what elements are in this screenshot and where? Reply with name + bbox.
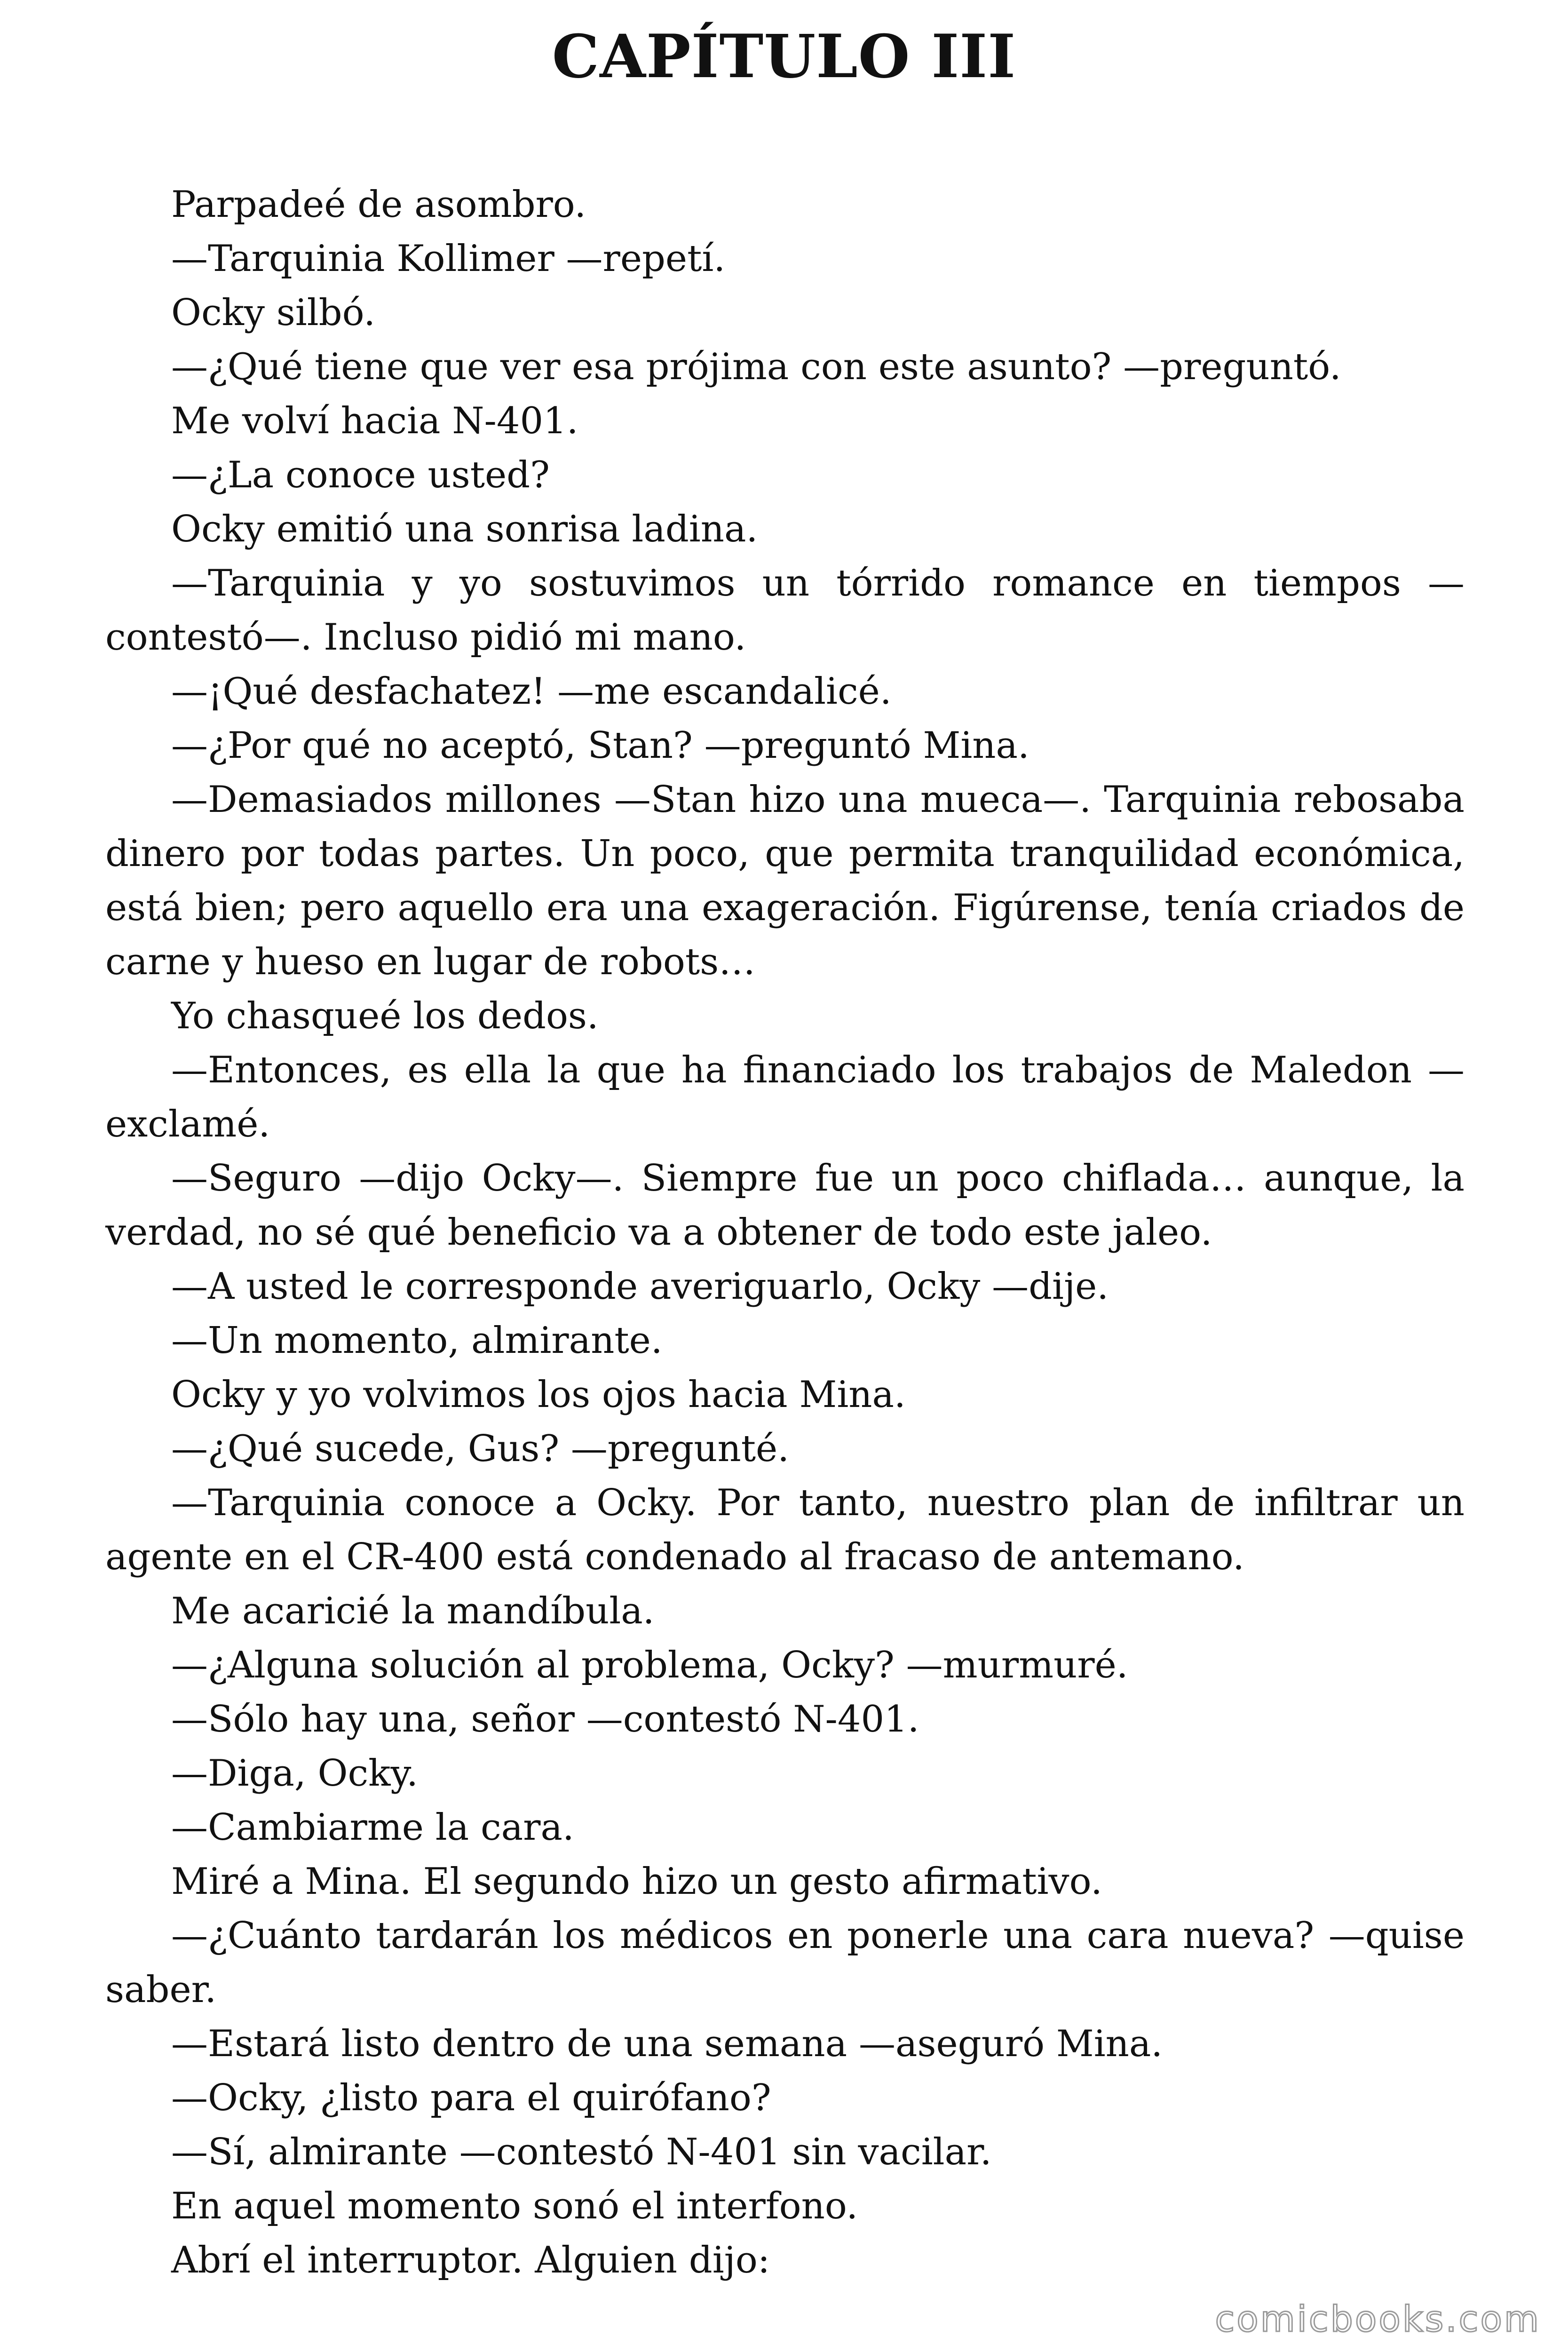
paragraph: Ocky silbó. xyxy=(171,292,375,334)
paragraph: —Sólo hay una, señor —contestó N-401. xyxy=(171,1698,919,1740)
paragraph: —Diga, Ocky. xyxy=(171,1752,418,1795)
paragraph: Yo chasqueé los dedos. xyxy=(171,995,599,1037)
paragraph: —Seguro —dijo Ocky—. Siempre fue un poco chiflada… aunque, la verdad, no sé qué beneficio va a obtener de todo este jaleo. xyxy=(105,1157,1465,1254)
paragraph: —A usted le corresponde averiguarlo, Ocky —dije. xyxy=(171,1265,1109,1308)
paragraph: —Entonces, es ella la que ha financiado los trabajos de Maledon —exclamé. xyxy=(105,1049,1465,1145)
paragraph: —Ocky, ¿listo para el quirófano? xyxy=(171,2077,771,2119)
paragraph: —¿Por qué no aceptó, Stan? —preguntó Mina. xyxy=(171,724,1029,767)
paragraph: —Sí, almirante —contestó N-401 sin vacilar. xyxy=(171,2131,992,2173)
paragraph: —¿La conoce usted? xyxy=(171,454,550,496)
paragraph: —Demasiados millones —Stan hizo una mueca—. Tarquinia rebosaba dinero por todas partes. Un poco, que permita tranquilidad económica, está bien; pero aquello era una exageración. Figúrense, tenía criados de carne y hueso en lugar de robots… xyxy=(105,779,1465,983)
paragraph: —¡Qué desfachatez! —me escandalicé. xyxy=(171,670,892,713)
paragraph: Me acaricié la mandíbula. xyxy=(171,1590,655,1632)
paragraph: —¿Qué sucede, Gus? —pregunté. xyxy=(171,1428,790,1470)
paragraph: —¿Qué tiene que ver esa prójima con este asunto? —preguntó. xyxy=(171,346,1341,388)
paragraph: Parpadeé de asombro. xyxy=(171,183,586,226)
paragraph: —Tarquinia conoce a Ocky. Por tanto, nuestro plan de infiltrar un agente en el CR-400 está condenado al fracaso de antemano. xyxy=(105,1482,1465,1578)
paragraph: —Cambiarme la cara. xyxy=(171,1806,574,1849)
chapter-title: CAPÍTULO III xyxy=(552,22,1016,91)
paragraph: —¿Cuánto tardarán los médicos en ponerle una cara nueva? —quise saber. xyxy=(105,1915,1465,2011)
paragraph: Me volví hacia N-401. xyxy=(171,400,578,442)
watermark: comicbooks.com xyxy=(1215,2298,1541,2340)
paragraph: —Tarquinia y yo sostuvimos un tórrido romance en tiempos —contestó—. Incluso pidió mi mano. xyxy=(105,562,1465,659)
paragraph: En aquel momento sonó el interfono. xyxy=(171,2185,858,2227)
body-text xyxy=(105,178,1465,2288)
paragraph: —Un momento, almirante. xyxy=(171,1319,663,1362)
paragraph: Miré a Mina. El segundo hizo un gesto afirmativo. xyxy=(171,1860,1102,1903)
paragraph: Ocky y yo volvimos los ojos hacia Mina. xyxy=(171,1374,906,1416)
paragraph: Abrí el interruptor. Alguien dijo: xyxy=(171,2239,770,2281)
paragraph: —Tarquinia Kollimer —repetí. xyxy=(171,238,726,280)
paragraph: Ocky emitió una sonrisa ladina. xyxy=(171,508,758,550)
paragraph: —Estará listo dentro de una semana —aseguró Mina. xyxy=(171,2023,1163,2065)
paragraph: —¿Alguna solución al problema, Ocky? —murmuré. xyxy=(171,1644,1128,1686)
